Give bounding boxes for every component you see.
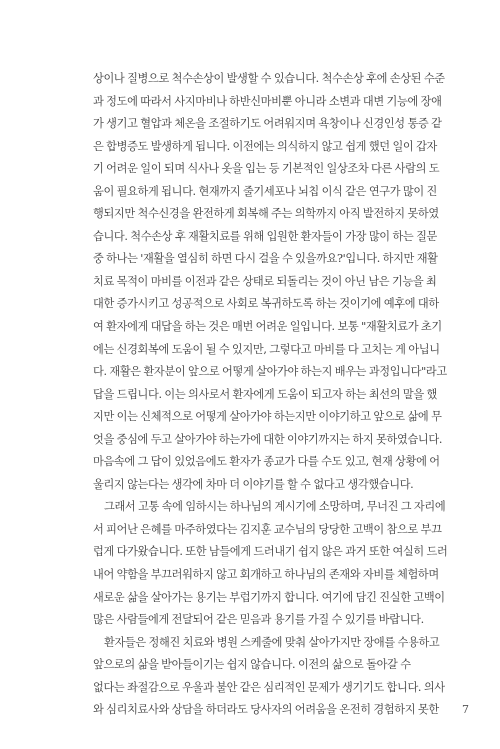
text-line: 여 환자에게 대답을 하는 것은 매번 어려운 일입니다. 보통 "재활치료가 초기 [93,320,442,334]
text-line: 가 생기고 혈압과 체온을 조절하기도 어려워지며 욕창이나 신경인성 통증 같 [93,117,442,131]
text-line: 환자들은 정해진 치료와 병원 스케줄에 맞춰 살아가지만 장애를 수용하고 [104,635,440,649]
text-line: 중 하나는 '재활을 열심히 하면 다시 걸을 수 있을까요?'입니다. 하지만 재활 [93,252,438,266]
text-line: 울리지 않는다는 생각에 차마 더 이야기를 할 수 없다고 생각했습니다. [93,477,414,491]
text-line: 답을 드립니다. 이는 의사로서 환자에게 도움이 되고자 하는 최선의 말을 했 [93,387,437,401]
text-line: 은 합병증도 발생하게 됩니다. 이전에는 의식하지 않고 쉽게 했던 일이 갑자 [93,139,437,153]
text-line: 많은 사람들에게 전달되어 같은 믿음과 용기를 가질 수 있기를 바랍니다. [93,613,424,627]
text-line: 럽게 다가왔습니다. 또한 남들에게 드러내기 쉽지 않은 과거 또한 여실히 드러 [93,545,448,559]
text-line: 서 피어난 은혜를 마주하였다는 김지훈 교수님의 당당한 고백이 참으로 부끄 [93,522,442,536]
text-line: 움이 필요하게 됩니다. 현재까지 줄기세포나 뇌칩 이식 같은 연구가 많이 진 [93,184,437,198]
text-line: 상이나 질병으로 척수손상이 발생할 수 있습니다. 척수손상 후에 손상된 수준 [93,72,445,85]
text-line: 와 심리치료사와 상담을 하더라도 당사자의 어려움을 온전히 경험하지 못한 [93,703,439,717]
text-line: 새로운 삶을 살아가는 용기는 부럽기까지 합니다. 여기에 담긴 진실한 고백이 [93,590,445,604]
text-line: 대한 증가시키고 성공적으로 사회로 복귀하도록 하는 것이기에 예후에 대하 [93,297,439,311]
text-line: 내어 약함을 부끄러워하지 않고 회개하고 하나님의 존재와 자비를 체험하며 [93,568,439,582]
text-line: 마음속에 그 답이 있었음에도 환자가 종교가 다를 수도 있고, 현재 상황에 어 [93,455,440,469]
page-number: 7 [462,703,469,716]
text-line: 그래서 고통 속에 임하시는 하나님의 계시기에 소망하며, 무너진 그 자리에 [104,500,446,514]
text-line: 앞으로의 삶을 받아들이기는 쉽지 않습니다. 이전의 삶으로 돌아갈 수 [93,658,411,672]
text-line: 과 정도에 따라서 사지마비나 하반신마비뿐 아니라 소변과 대변 기능에 장애 [93,94,442,108]
text-line: 다. 재활은 환자분이 앞으로 어떻게 살아가야 하는지 배우는 과정입니다"라고 [93,365,447,379]
text-line: 지만 이는 신체적으로 어떻게 살아가야 하는지만 이야기하고 앞으로 삶에 무 [93,410,442,424]
text-line: 엇을 중심에 두고 살아가야 하는가에 대한 이야기까지는 하지 못하였습니다. [93,432,443,446]
text-line: 치료 목적이 마비를 이전과 같은 상태로 되돌리는 것이 아닌 남은 기능을 최 [93,274,437,288]
text-line: 기 어려운 일이 되며 식사나 옷을 입는 등 기본적인 일상조차 다른 사람의 도 [93,162,440,176]
text-line: 습니다. 척수손상 후 재활치료를 위해 입원한 환자들이 가장 많이 하는 질문 [93,229,437,243]
text-line: 에는 신경회복에 도움이 될 수 있지만, 그렇다고 마비를 다 고치는 게 아닙니 [93,342,440,356]
body-text [93,68,448,722]
text-line: 행되지만 척수신경을 완전하게 회복해 주는 의학까지 아직 발전하지 못하였 [93,207,439,221]
text-line: 없다는 좌절감으로 우울과 불안 같은 심리적인 문제가 생기기도 합니다. 의사 [93,680,445,694]
